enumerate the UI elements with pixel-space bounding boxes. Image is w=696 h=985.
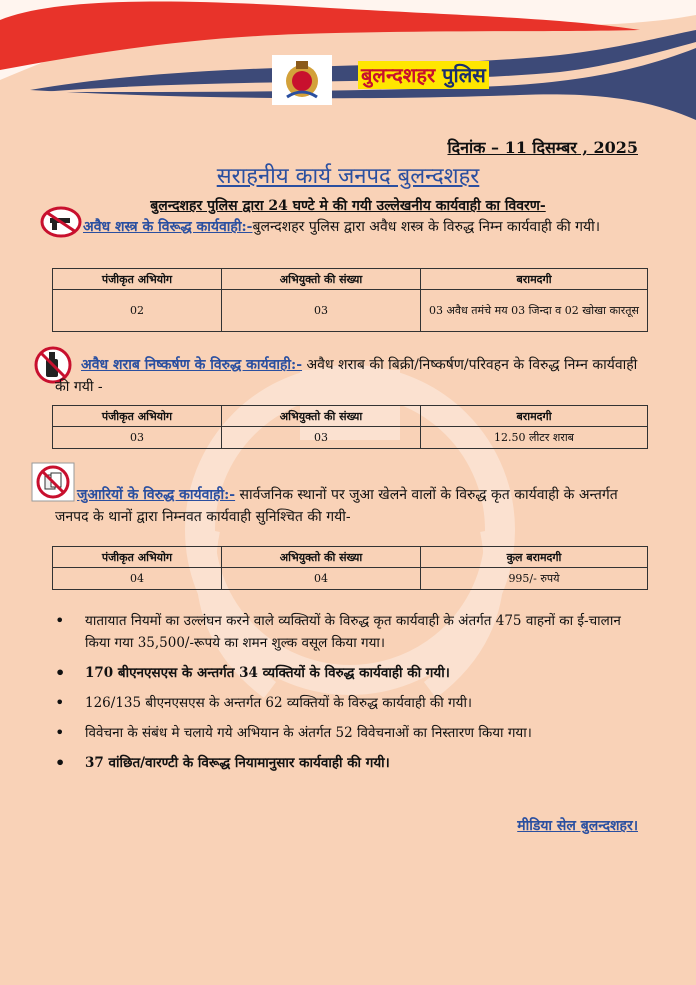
page-subtitle: बुलन्दशहर पुलिस द्वारा 24 घण्टे मे की गयी उल्लेखनीय कार्यवाही का विवरण- <box>150 198 546 214</box>
up-police-emblem <box>272 55 332 105</box>
brand-title <box>358 61 489 89</box>
table-header: अभियुक्तो की संख्या <box>222 547 421 568</box>
section-gambling <box>55 484 640 528</box>
list-item: • 126/135 बीएनएसएस के अन्तर्गत 62 व्यक्तियों के विरुद्ध कार्यवाही की गयी। <box>55 692 645 714</box>
section-gambling-heading: जुआरियों के विरुद्ध कार्यवाही:- <box>77 487 236 503</box>
table-cell: 04 <box>53 568 222 590</box>
section-arms <box>55 216 640 238</box>
table-header: पंजीकृत अभियोग <box>53 547 222 568</box>
header-swoosh <box>0 0 696 130</box>
list-item: • 37 वांछित/वारण्टी के विरूद्ध नियामानुसार कार्यवाही की गयी। <box>55 752 645 774</box>
table-cell: 12.50 लीटर शराब <box>421 427 648 449</box>
table-header: अभियुक्तो की संख्या <box>222 406 421 427</box>
table-cell: 03 <box>53 427 222 449</box>
table-header: अभियुक्तो की संख्या <box>222 269 421 290</box>
section-liquor-heading: अवैध शराब निष्कर्षण के विरुद्ध कार्यवाही:- <box>81 357 303 373</box>
table-cell: 03 <box>222 290 421 332</box>
table-header: बरामदगी <box>421 269 648 290</box>
list-item: • 170 बीएनएसएस के अन्तर्गत 34 व्यक्तियों के विरुद्ध कार्यवाही की गयी। <box>55 662 645 684</box>
table-header: पंजीकृत अभियोग <box>53 406 222 427</box>
table-header: पंजीकृत अभियोग <box>53 269 222 290</box>
bullet-list <box>55 610 645 782</box>
brand-part1: बुलन्दशहर <box>361 63 436 87</box>
section-arms-text: बुलन्दशहर पुलिस द्वारा अवैध शस्त्र के विरुद्ध निम्न कार्यवाही की गयी। <box>252 219 601 235</box>
section-gambling-text: सार्वजनिक स्थानों पर जुआ खेलने वालों के विरुद्ध कृत कार्यवाही के अन्तर्गत जनपद के थानों द्वारा निम्नवत कार्यवाही सुनिश्चित की गयी- <box>55 487 618 525</box>
gambling-table <box>52 546 648 590</box>
table-header: कुल बरामदगी <box>421 547 648 568</box>
report-date: दिनांक – 11 दिसम्बर , 2025 <box>447 138 638 157</box>
table-cell: 995/- रुपये <box>421 568 648 590</box>
table-cell: 04 <box>222 568 421 590</box>
section-liquor <box>55 354 640 398</box>
brand-part2: पुलिस <box>442 63 486 87</box>
media-cell-signature: मीडिया सेल बुलन्दशहर। <box>517 818 638 834</box>
section-arms-heading: अवैध शस्त्र के विरूद्ध कार्यवाही:- <box>83 219 253 235</box>
table-cell: 03 अवैध तमंचे मय 03 जिन्दा व 02 खोखा कारतूस <box>421 290 648 332</box>
section-liquor-text: अवैध शराब की बिक्री/निष्कर्षण/परिवहन के विरुद्ध निम्न कार्यवाही की गयी - <box>55 357 638 395</box>
page-title: सराहनीय कार्य जनपद बुलन्दशहर <box>216 164 480 189</box>
table-cell: 03 <box>222 427 421 449</box>
arms-table <box>52 268 648 332</box>
list-item: • विवेचना के संबंध मे चलाये गये अभियान के अंतर्गत 52 विवेचनाओं का निस्तारण किया गया। <box>55 722 645 744</box>
table-cell: 02 <box>53 290 222 332</box>
liquor-table <box>52 405 648 449</box>
table-header: बरामदगी <box>421 406 648 427</box>
list-item: • यातायात नियमों का उल्लंघन करने वाले व्यक्तियों के विरुद्ध कृत कार्यवाही के अंतर्गत 475 वाहनों का ई-चालान किया गया 35,500/-रूपये का शमन शुल्क वसूल किया गया। <box>55 610 645 654</box>
